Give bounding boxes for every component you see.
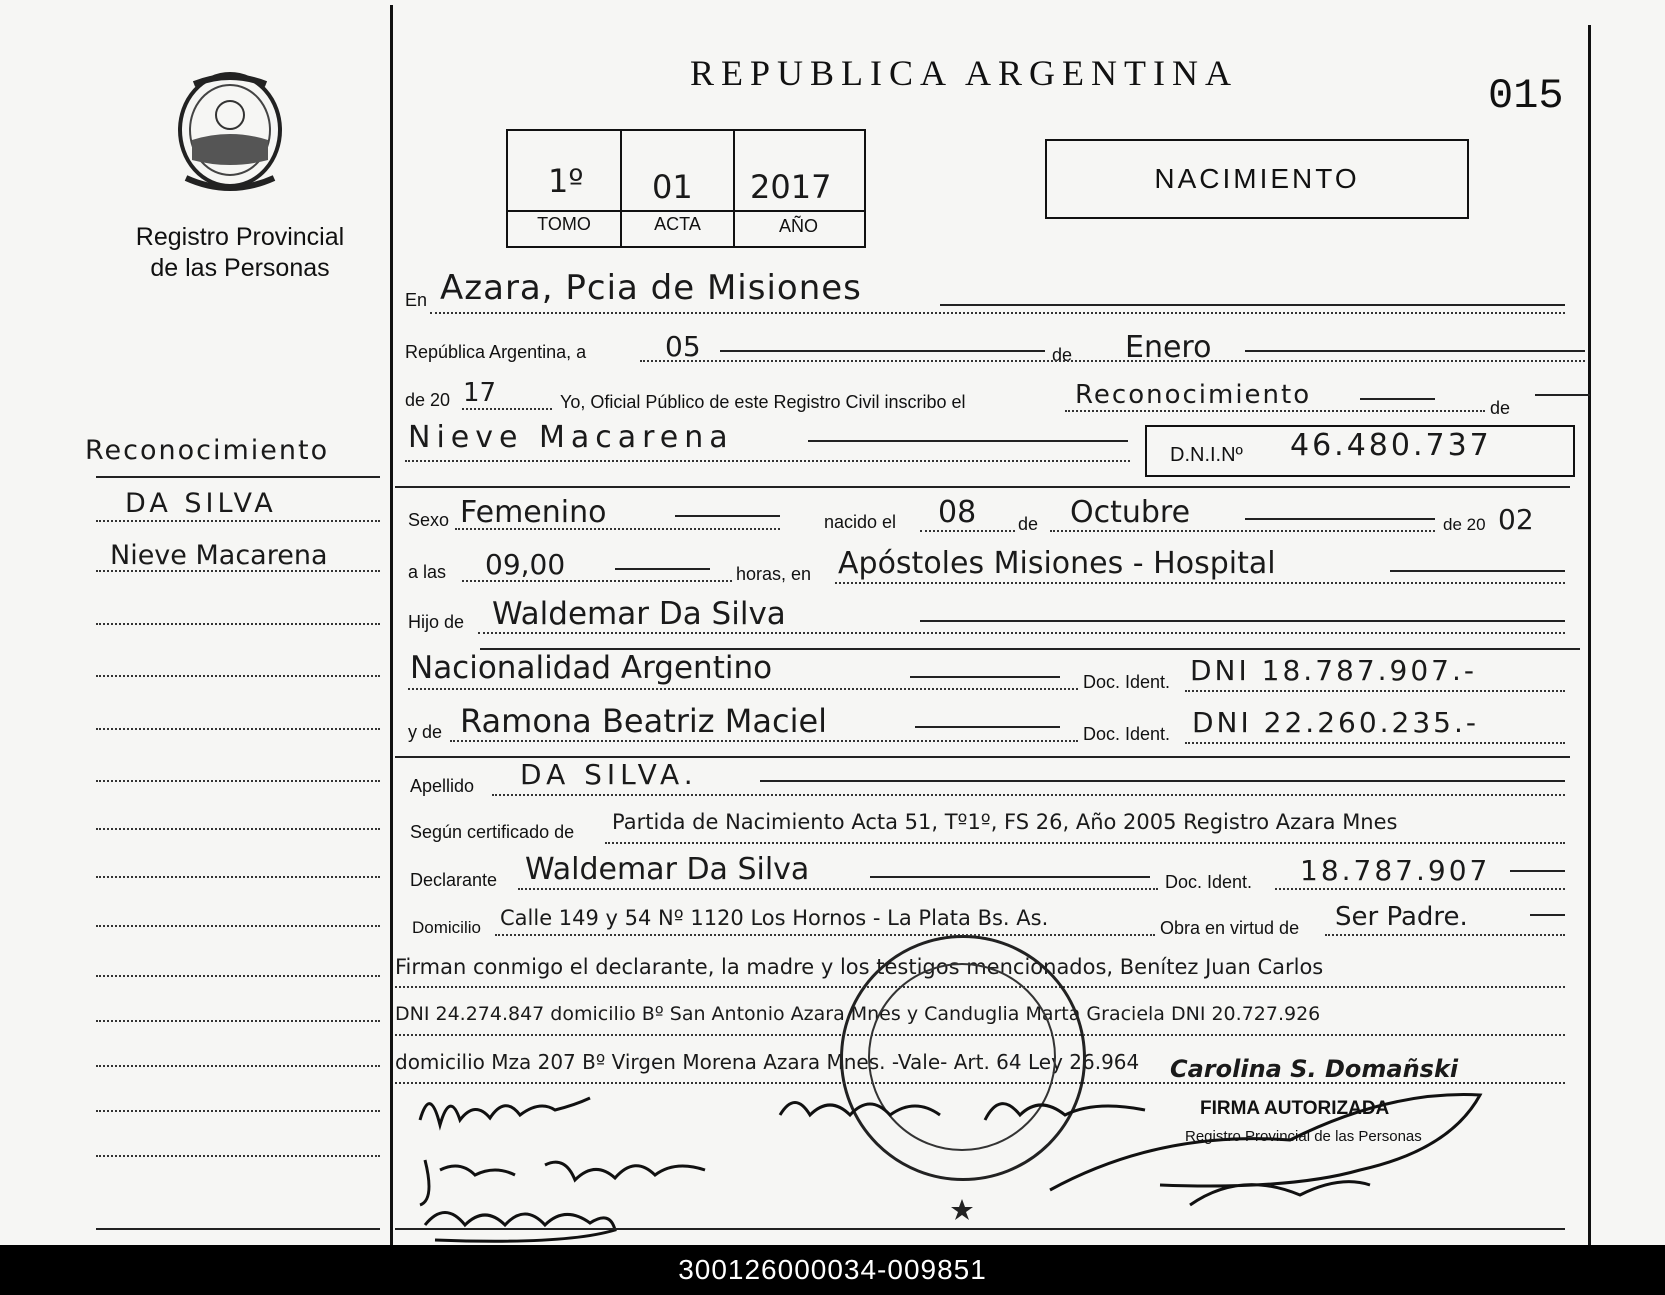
dni-value: 46.480.737	[1290, 428, 1492, 463]
day-value: 05	[665, 330, 701, 363]
rule	[1065, 410, 1485, 412]
de-label-2: de	[1490, 398, 1511, 418]
rule	[910, 676, 1060, 678]
rule	[675, 515, 780, 517]
rule	[1325, 934, 1565, 936]
sidebar-dotted-line	[96, 623, 380, 625]
sidebar-dotted-line	[96, 570, 380, 572]
sidebar-note-1: Reconocimiento	[85, 435, 330, 466]
domicilio-label: Domicilio	[412, 918, 481, 937]
child-names-value: Nieve Macarena	[408, 420, 734, 455]
rule	[940, 304, 1565, 306]
sidebar-note-3: Nieve Macarena	[110, 540, 328, 571]
a-las-label: a las	[408, 562, 447, 582]
free-text-line-1: Firman conmigo el declarante, la madre y los testigos mencionados, Benítez Juan Carlos	[395, 955, 1324, 979]
acta-label: ACTA	[654, 214, 701, 234]
rule	[1390, 570, 1565, 572]
rule	[450, 740, 1078, 742]
document-title: REPUBLICA ARGENTINA	[690, 53, 1239, 93]
rule	[760, 780, 1565, 782]
rule	[870, 876, 1150, 878]
rule	[495, 934, 1155, 936]
birth-place-value: Apóstoles Misiones - Hospital	[838, 546, 1276, 581]
acta-value: 01	[652, 168, 693, 206]
stamp-star-icon	[950, 1198, 974, 1222]
sidebar-bottom-rule	[96, 1228, 380, 1230]
rule	[405, 460, 1130, 462]
official-name: Carolina S. Domañski	[1170, 1055, 1459, 1083]
surname-value: DA SILVA.	[520, 758, 698, 791]
oficial-text: Yo, Oficial Público de este Registro Civil inscribo el	[560, 392, 966, 412]
birth-day-value: 08	[938, 495, 977, 530]
sidebar-dotted-line	[96, 780, 380, 782]
nacido-label: nacido el	[824, 512, 897, 532]
official-signature	[1040, 1070, 1490, 1220]
sidebar-note-2: DA SILVA	[125, 488, 277, 519]
rule	[915, 726, 1060, 728]
father-doc-value: DNI 18.787.907.-	[1190, 654, 1477, 687]
father-name-value: Waldemar Da Silva	[492, 596, 786, 632]
sidebar-dotted-line	[96, 876, 380, 878]
domicile-value: Calle 149 y 54 Nº 1120 Los Hornos - La Plata Bs. As.	[500, 906, 1049, 930]
anio-label: AÑO	[778, 216, 818, 236]
barcode-footer: 300126000034-009851	[0, 1245, 1665, 1295]
firma-org-label: Registro Provincial de las Personas	[1185, 1128, 1422, 1145]
sidebar-dotted-line	[96, 1155, 380, 1157]
firma-autorizada-label: FIRMA AUTORIZADA	[1200, 1098, 1390, 1119]
declarant-value: Waldemar Da Silva	[525, 852, 810, 887]
republica-label: República Argentina, a	[405, 342, 587, 362]
doc-label-2: Doc. Ident.	[1083, 724, 1171, 744]
record-box-hdivider	[506, 210, 864, 212]
sidebar-dotted-line	[96, 1065, 380, 1067]
horas-label: horas, en	[736, 564, 812, 584]
sidebar-dotted-line	[96, 520, 380, 522]
year-prefix: de 20	[405, 390, 451, 410]
rule	[395, 486, 1570, 488]
rule	[430, 312, 1565, 314]
act-inscribed-value: Reconocimiento	[1075, 380, 1312, 410]
rule	[1510, 870, 1565, 872]
birth-month-value: Octubre	[1070, 495, 1191, 530]
rule	[605, 842, 1565, 844]
free-text-line-2: DNI 24.274.847 domicilio Bº San Antonio Azara Mnes y Canduglia Marta Graciela DNI 20.727.926	[395, 1003, 1321, 1025]
sidebar-rule	[96, 476, 380, 478]
rule	[808, 440, 1128, 442]
certificate-value: Partida de Nacimiento Acta 51, Tº1º, FS 26, Año 2005 Registro Azara Mnes	[612, 810, 1398, 834]
rule	[518, 888, 1158, 890]
tomo-label: TOMO	[537, 214, 591, 234]
act-type-box: NACIMIENTO	[1045, 139, 1469, 219]
month-value: Enero	[1125, 330, 1212, 365]
mother-name-value: Ramona Beatriz Maciel	[460, 702, 828, 740]
father-nationality-value: Nacionalidad Argentino	[410, 650, 773, 686]
rule	[1530, 914, 1565, 916]
rule	[462, 408, 552, 410]
left-margin-rule	[390, 5, 393, 1245]
segun-label: Según certificado de	[410, 822, 575, 842]
provincia-misiones-seal-icon	[172, 70, 288, 198]
rule	[492, 794, 1565, 796]
rule	[1245, 350, 1585, 352]
institution-name	[100, 222, 380, 284]
witness-signature-1	[415, 1080, 595, 1140]
rule	[1185, 742, 1565, 744]
right-margin-rule	[1588, 25, 1591, 1245]
sidebar-dotted-line	[96, 1110, 380, 1112]
sidebar-dotted-line	[96, 828, 380, 830]
rule	[1245, 518, 1435, 520]
dni-label: D.N.I.Nº	[1170, 444, 1243, 466]
witness-signature-3	[415, 1195, 625, 1245]
rule	[455, 528, 780, 530]
sidebar-dotted-line	[96, 925, 380, 927]
rule	[1185, 690, 1565, 692]
institution-line1: Registro Provincial	[135, 223, 345, 251]
rule	[1050, 530, 1435, 532]
doc-label-1: Doc. Ident.	[1083, 672, 1171, 692]
bottom-rule	[395, 1228, 1565, 1230]
rule	[462, 580, 732, 582]
obra-label: Obra en virtud de	[1160, 918, 1300, 938]
sidebar-dotted-line	[96, 728, 380, 730]
obra-value: Ser Padre.	[1335, 902, 1468, 932]
rule	[408, 688, 1078, 690]
rule	[478, 632, 1565, 634]
free-text-line-3: domicilio Mza 207 Bº Virgen Morena Azara Mnes. -Vale- Art. 64 Ley 26.964	[395, 1050, 1140, 1074]
de-label-3: de	[1018, 514, 1039, 534]
sexo-label: Sexo	[408, 510, 450, 530]
rule	[1275, 888, 1565, 890]
year-suffix: 17	[463, 378, 497, 408]
de-label: de	[1052, 345, 1073, 365]
y-de-label: y de	[408, 722, 443, 742]
hijo-label: Hijo de	[408, 612, 465, 632]
birth-year-prefix: de 20	[1443, 515, 1486, 534]
rule	[1360, 398, 1435, 400]
page-number: 015	[1488, 72, 1564, 120]
rule	[1535, 394, 1590, 396]
sexo-value: Femenino	[460, 495, 607, 530]
birth-time-value: 09,00	[485, 548, 566, 581]
apellido-label: Apellido	[410, 776, 475, 796]
doc-label-3: Doc. Ident.	[1165, 872, 1253, 892]
birth-year-suffix: 02	[1498, 503, 1534, 536]
sidebar-dotted-line	[96, 975, 380, 977]
sidebar-dotted-line	[96, 1020, 380, 1022]
declarante-label: Declarante	[410, 870, 498, 890]
anio-value: 2017	[750, 168, 832, 206]
en-label: En	[405, 290, 428, 310]
declarant-doc-value: 18.787.907	[1300, 854, 1491, 887]
rule	[835, 582, 1565, 584]
rule	[720, 350, 1045, 352]
rule	[920, 620, 1565, 622]
institution-line2: de las Personas	[150, 254, 330, 282]
rule	[640, 360, 1585, 362]
sidebar-dotted-line	[96, 675, 380, 677]
mother-doc-value: DNI 22.260.235.-	[1192, 706, 1479, 739]
place-value: Azara, Pcia de Misiones	[440, 268, 862, 308]
rule	[615, 568, 710, 570]
rule	[920, 530, 1015, 532]
tomo-value: 1º	[548, 162, 584, 200]
